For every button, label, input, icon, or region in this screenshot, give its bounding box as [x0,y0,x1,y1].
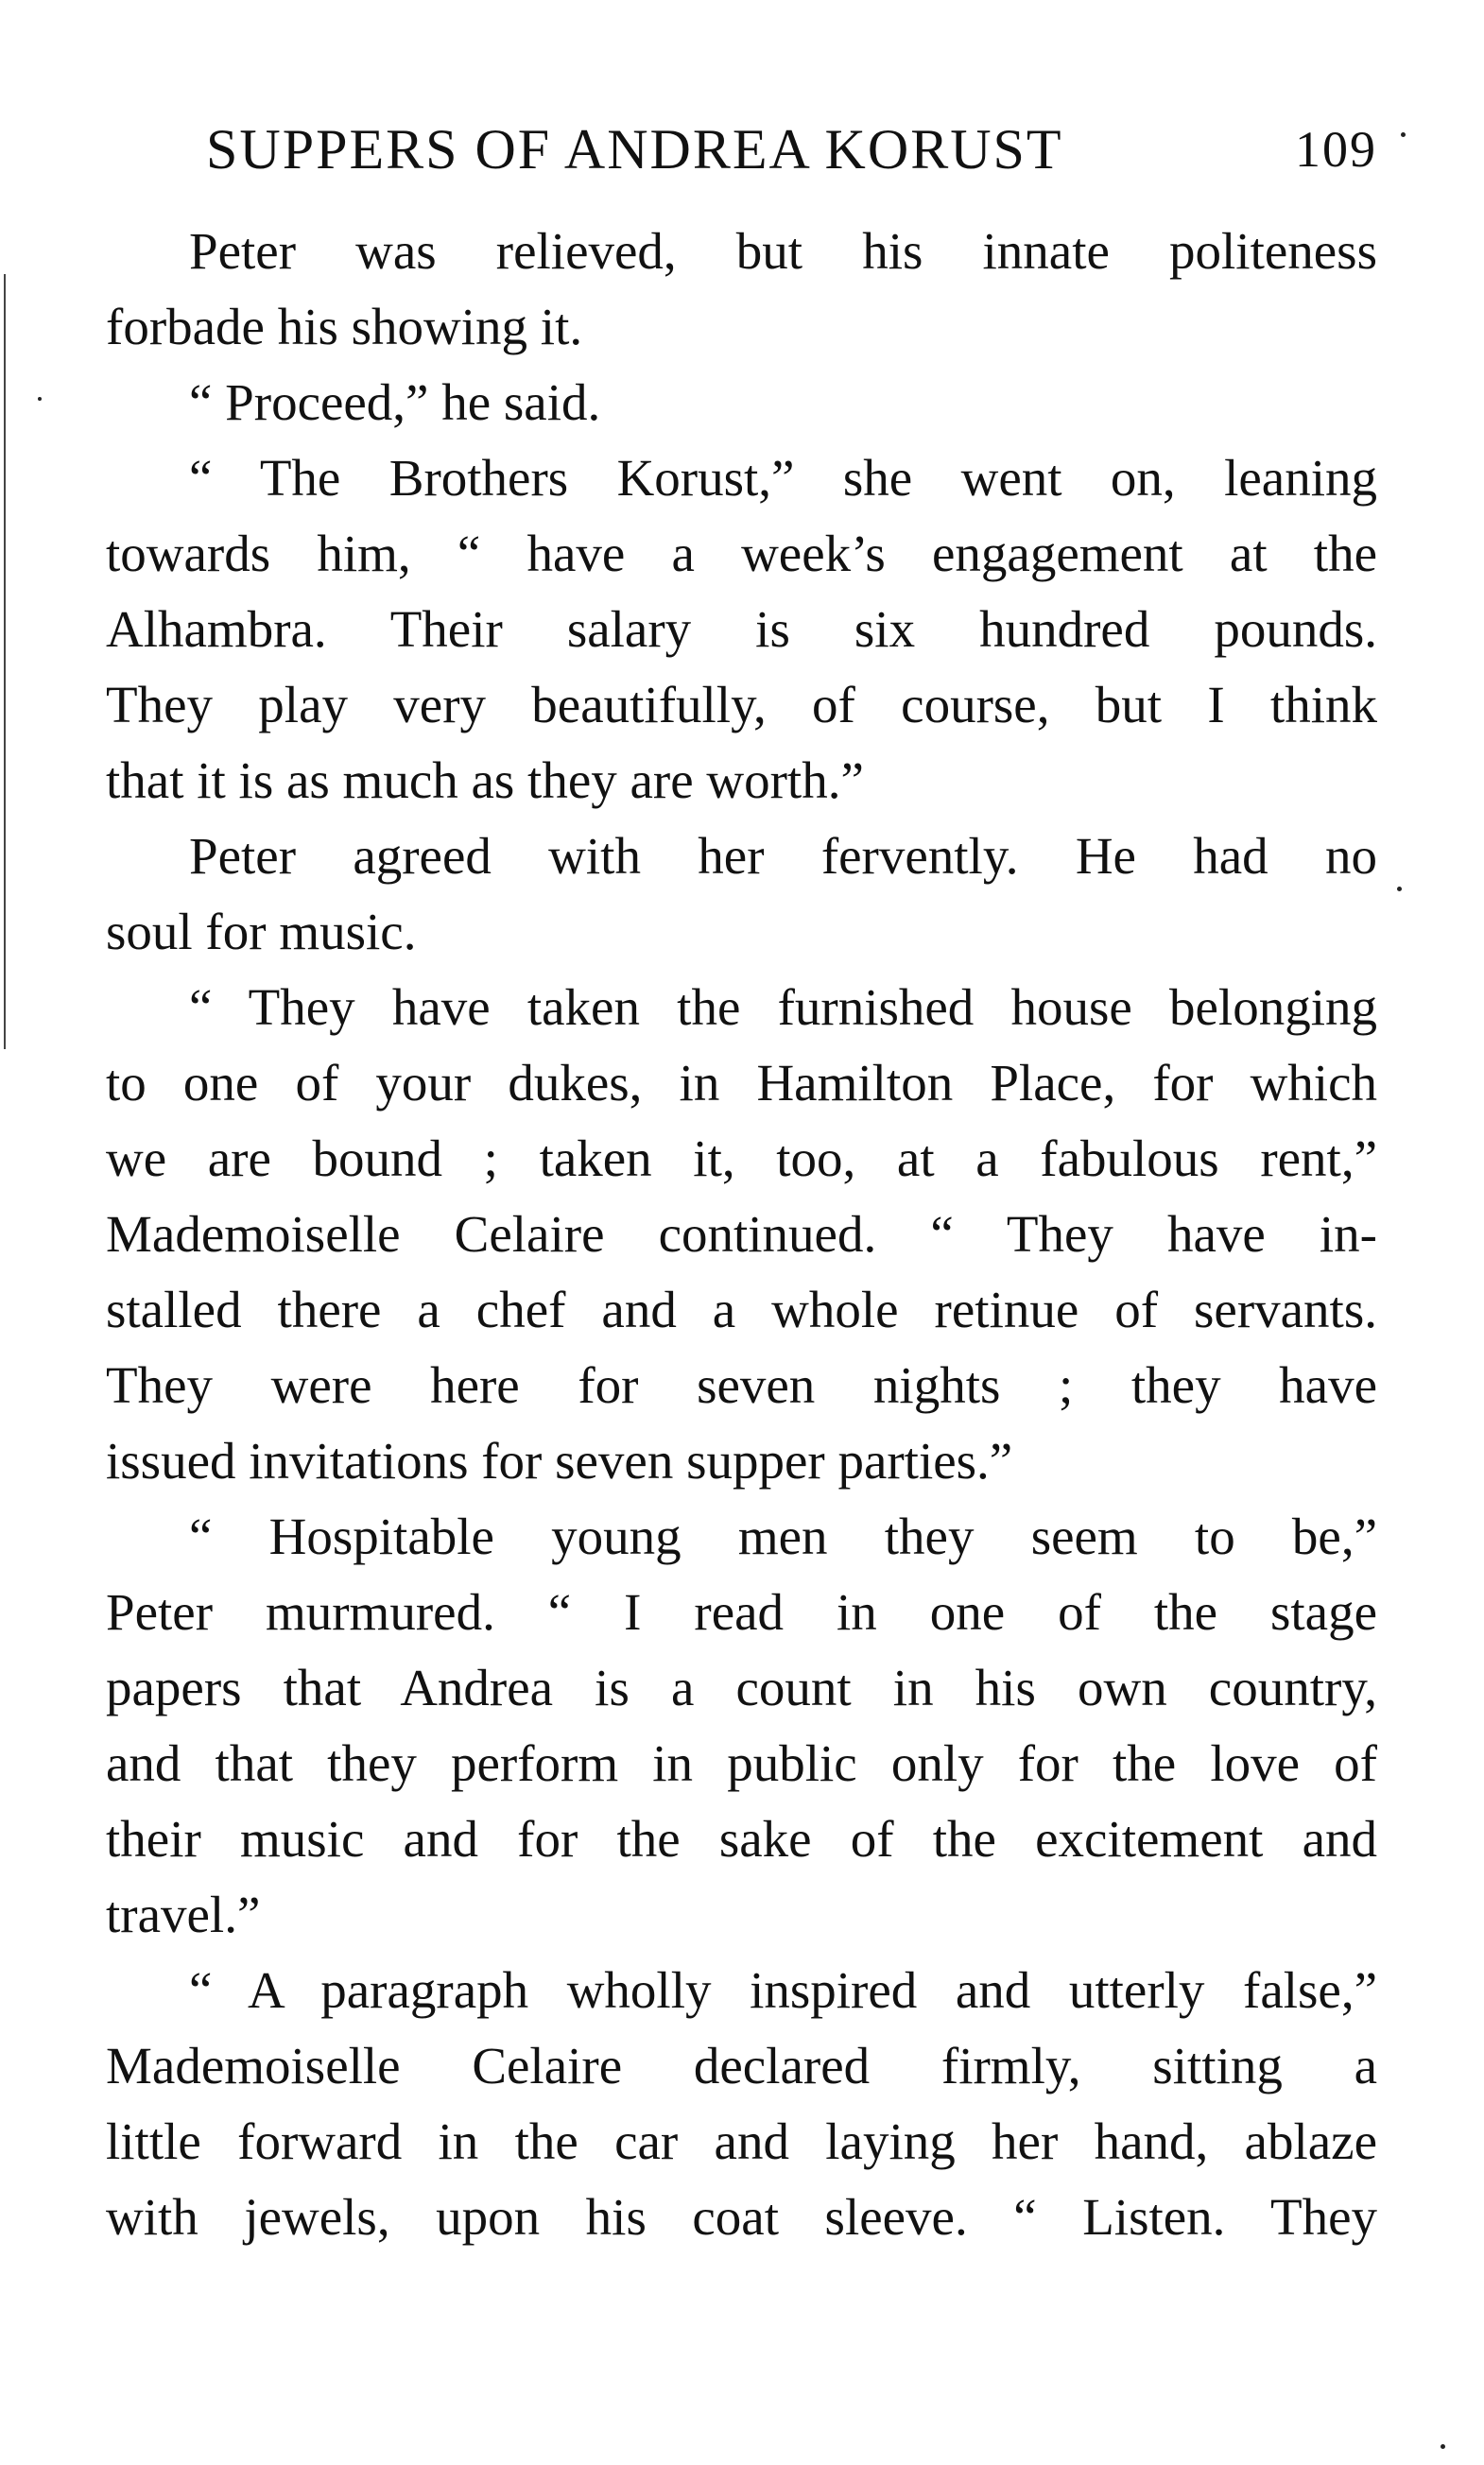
running-title: SUPPERS OF ANDREA KORUST [206,118,1063,181]
running-head [106,112,1377,187]
text-line: “ The Brothers Korust,” she went on, leaning [189,449,1377,507]
text-line: Mademoiselle Celaire declared firmly, sitting a [106,2037,1377,2094]
text-line: towards him, “ have a week’s engagement at the [106,525,1377,582]
body-text [106,214,1377,2255]
text-line: They were here for seven nights ; they have [106,1356,1377,1414]
text-line: and that they perform in public only for the love of [106,1734,1377,1792]
text-line: “ A paragraph wholly inspired and utterly false,” [189,1961,1377,2019]
text-line: “ Hospitable young men they seem to be,” [189,1508,1377,1565]
page-edge-mark [4,274,6,1049]
text-line: papers that Andrea is a count in his own country, [106,1659,1377,1716]
print-speck [38,397,42,401]
text-line: issued invitations for seven supper parties.” [106,1432,1013,1490]
text-line: forbade his showing it. [106,298,583,355]
text-line: “ They have taken the furnished house belonging [189,978,1377,1036]
text-line: Mademoiselle Celaire continued. “ They have in- [106,1205,1377,1263]
print-speck [1441,2444,1445,2449]
text-line: we are bound ; taken it, too, at a fabulous rent,” [106,1129,1377,1187]
print-speck [1401,132,1406,137]
text-line: They play very beautifully, of course, but I think [106,676,1377,733]
text-line: that it is as much as they are worth.” [106,751,864,809]
text-line: their music and for the sake of the excitement and [106,1810,1377,1868]
text-line: travel.” [106,1886,261,1943]
print-speck [1397,887,1402,891]
text-line: to one of your dukes, in Hamilton Place, for which [106,1054,1377,1112]
text-line: “ Proceed,” he said. [189,373,601,431]
text-line: soul for music. [106,903,417,960]
text-line: Peter was relieved, but his innate politeness [189,222,1377,280]
text-line: stalled there a chef and a whole retinue of servants. [106,1281,1377,1338]
text-line: with jewels, upon his coat sleeve. “ Listen. They [106,2188,1377,2246]
text-line: Peter agreed with her fervently. He had no [189,827,1377,885]
text-line: Peter murmured. “ I read in one of the stage [106,1583,1377,1641]
text-line: little forward in the car and laying her hand, ablaze [106,2112,1377,2170]
page-number: 109 [1295,121,1377,178]
text-line: Alhambra. Their salary is six hundred pounds. [106,600,1377,658]
